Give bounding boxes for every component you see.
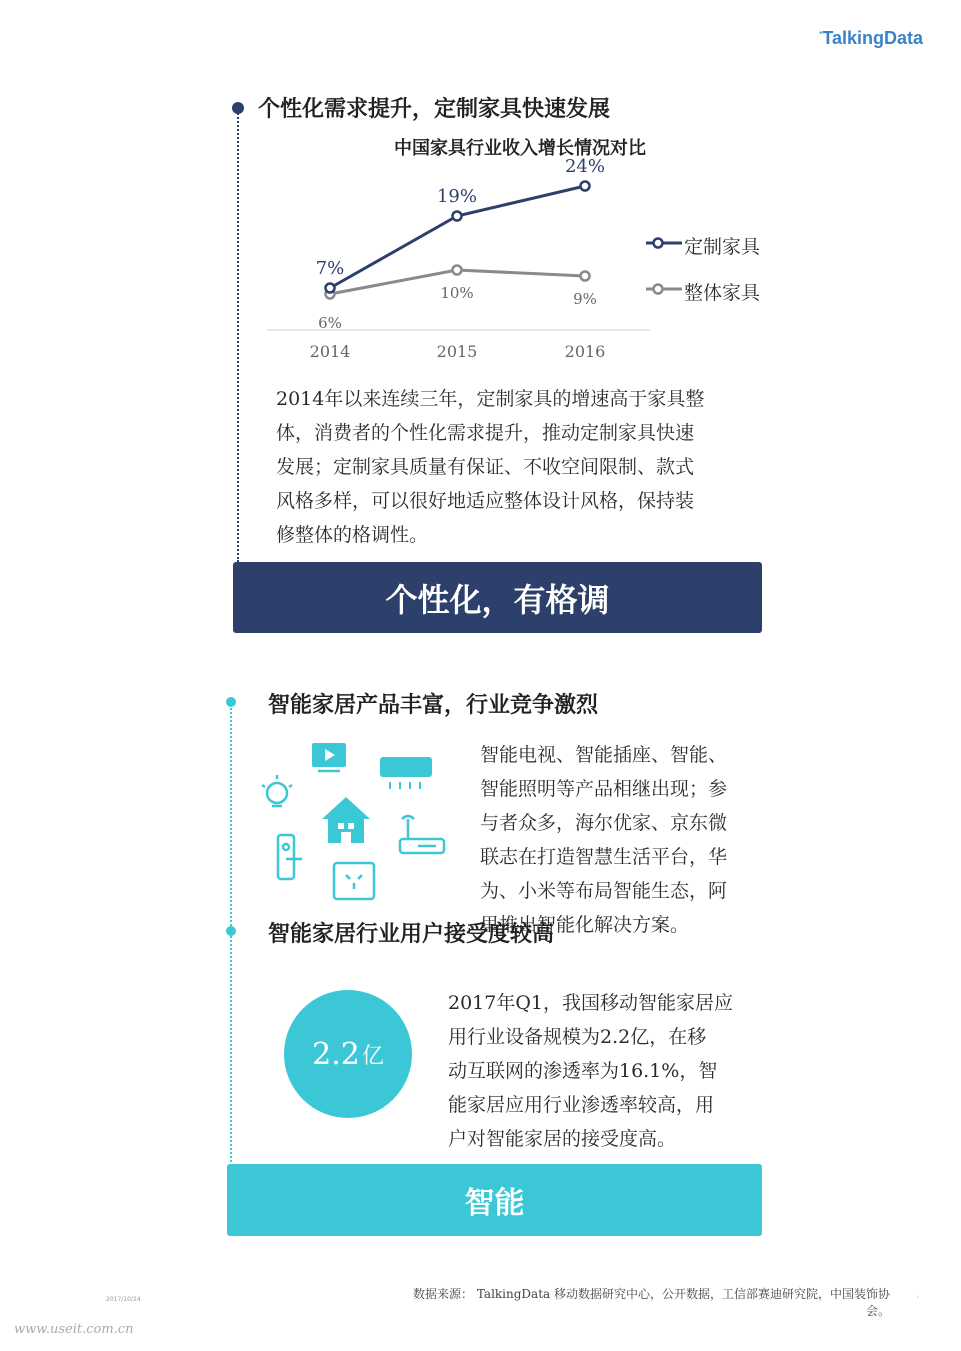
data-label-custom: 24% — [564, 156, 606, 177]
data-point-overall — [581, 272, 590, 281]
paragraph-line: 联志在打造智慧生活平台，华 — [480, 846, 728, 868]
banner-smart: 智能 — [227, 1164, 762, 1236]
paragraph-line: 智能照明等产品相继出现；参 — [480, 778, 728, 800]
paragraph-line: 动互联网的渗透率为16.1%，智 — [448, 1060, 718, 1082]
data-label-overall: 10% — [440, 284, 474, 302]
data-point-custom — [326, 284, 335, 293]
data-source-note — [310, 1285, 890, 1319]
source-line: 数据来源： TalkingData 移动数据研究中心，公开数据，工信部赛迪研究院，中国装饰协 — [413, 1287, 890, 1301]
legend-item-overall — [644, 278, 761, 304]
report-date: 2017/10/24 — [106, 1296, 141, 1303]
paragraph-line: 2014年以来连续三年，定制家具的增速高于家具整 — [276, 388, 705, 410]
legend-label-custom: 定制家具 — [684, 236, 761, 258]
paragraph-line: 智能电视、智能插座、智能、 — [480, 744, 728, 766]
timeline-dot-3 — [226, 926, 236, 936]
section3-paragraph — [448, 986, 768, 1156]
paragraph-line: 2017年Q1，我国移动智能家居应 — [448, 992, 734, 1014]
legend-marker-custom — [644, 232, 684, 252]
data-label-custom: 7% — [315, 258, 345, 279]
paragraph-line: 体，消费者的个性化需求提升，推动定制家具快速 — [276, 422, 695, 444]
paragraph-line: 为、小米等布局智能生态，阿 — [480, 880, 728, 902]
data-label-overall: 6% — [318, 314, 342, 332]
air-conditioner-icon — [380, 757, 432, 789]
chart-title: 中国家具行业收入增长情况对比 — [394, 138, 646, 159]
section3-heading: 智能家居行业用户接受度较高 — [268, 922, 555, 947]
data-point-overall — [453, 266, 462, 275]
section1-heading: 个性化需求提升，定制家具快速发展 — [258, 97, 611, 122]
timeline-dot-2 — [226, 697, 236, 707]
x-tick-label: 2015 — [436, 342, 478, 361]
paragraph-line: 修整体的格调性。 — [276, 524, 429, 546]
section1-paragraph — [276, 382, 756, 552]
tv-icon — [312, 743, 346, 771]
smart-home-icons — [250, 735, 450, 905]
stat-value: 2.2 — [312, 1036, 360, 1072]
legend-marker-overall — [644, 278, 684, 298]
paragraph-line: 户对智能家居的接受度高。 — [448, 1128, 677, 1150]
power-socket-icon — [334, 863, 374, 899]
home-icon — [322, 797, 370, 843]
paragraph-line: 与者众多，海尔优家、京东微 — [480, 812, 728, 834]
data-label-custom: 19% — [436, 186, 478, 207]
smart-lock-icon — [278, 835, 302, 879]
paragraph-line: 能家居应用行业渗透率较高，用 — [448, 1094, 715, 1116]
page-mark: 。 — [917, 1292, 924, 1299]
data-point-custom — [581, 182, 590, 191]
legend-item-custom — [644, 232, 761, 258]
x-tick-label: 2014 — [309, 342, 351, 361]
paragraph-line: 发展；定制家具质量有保证、不收空间限制、款式 — [276, 456, 695, 478]
stat-unit: 亿 — [361, 1043, 384, 1069]
paragraph-line: 用行业设备规模为2.2亿，在移 — [448, 1026, 707, 1048]
growth-line-chart — [0, 0, 961, 400]
paragraph-line: 里推出智能化解决方案。 — [480, 914, 690, 936]
user-scale-stat-circle — [284, 990, 412, 1118]
router-icon — [400, 816, 444, 853]
site-watermark: www.useit.com.cn — [14, 1322, 134, 1337]
paragraph-line: 风格多样，可以很好地适应整体设计风格，保持装 — [276, 490, 695, 512]
section2-heading: 智能家居产品丰富，行业竞争激烈 — [268, 693, 599, 718]
source-line: 会。 — [865, 1304, 890, 1318]
lightbulb-icon — [262, 775, 292, 806]
data-label-overall: 9% — [573, 290, 597, 308]
talkingdata-logo: *TalkingData — [819, 28, 923, 48]
x-tick-label: 2016 — [564, 342, 606, 361]
data-point-custom — [453, 212, 462, 221]
banner-personalized: 个性化，有格调 — [233, 562, 762, 633]
legend-label-overall: 整体家具 — [684, 282, 761, 304]
section2-paragraph — [480, 738, 770, 942]
